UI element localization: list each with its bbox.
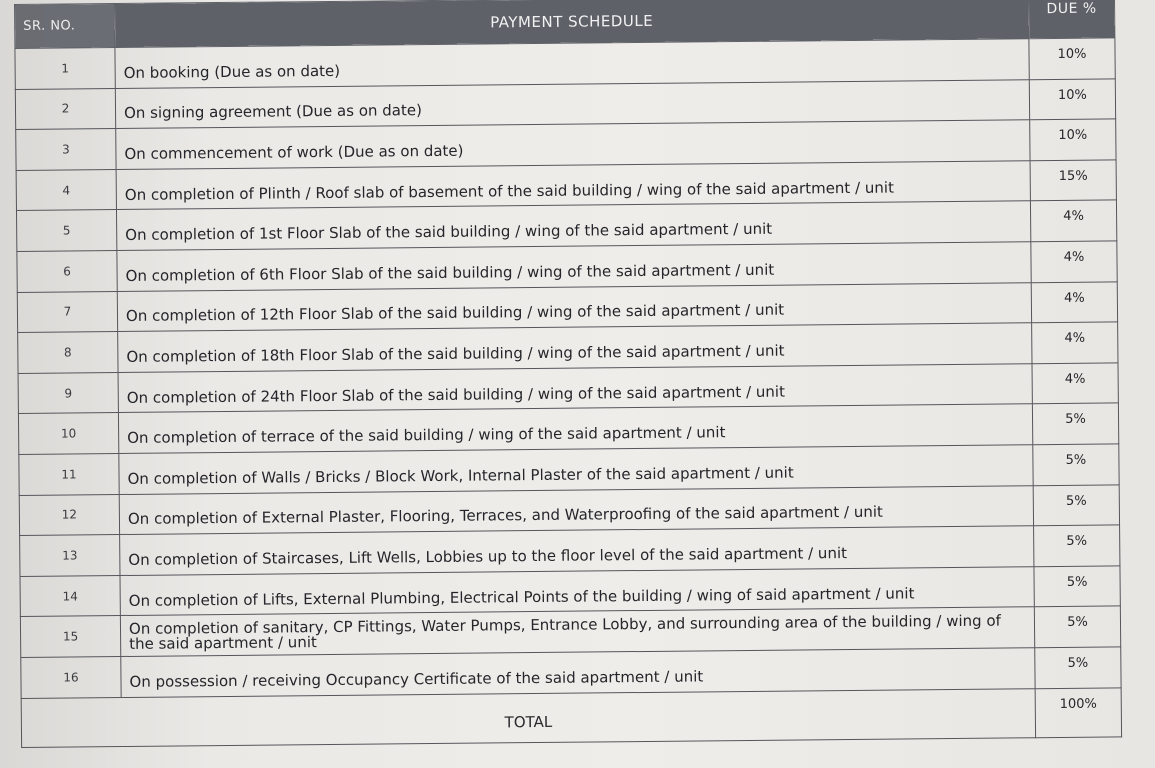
row-due-percent: 10% <box>1030 119 1116 160</box>
row-sr-no: 10 <box>18 413 118 455</box>
row-description: On completion of 12th Floor Slab of the said building / wing of the said apartment / unit <box>117 282 1031 331</box>
total-row <box>21 687 1121 747</box>
row-description: On commencement of work (Due as on date) <box>116 120 1030 169</box>
row-sr-no: 5 <box>16 210 116 252</box>
row-description: On completion of Walls / Bricks / Block Work, Internal Plaster of the said apartment / unit <box>119 445 1033 494</box>
row-due-percent: 10% <box>1029 38 1115 79</box>
row-sr-no: 4 <box>16 169 116 211</box>
row-due-percent: 5% <box>1032 403 1118 444</box>
row-due-percent: 4% <box>1032 322 1118 363</box>
header-payment-schedule: PAYMENT SCHEDULE <box>115 0 1029 48</box>
row-sr-no: 2 <box>15 88 115 130</box>
row-due-percent: 5% <box>1035 647 1121 688</box>
row-description: On completion of Plinth / Roof slab of basement of the said building / wing of the said apartment / unit <box>116 161 1030 210</box>
row-description: On completion of External Plaster, Flooring, Terraces, and Waterproofing of the said apartment / unit <box>119 485 1033 534</box>
row-description: On completion of 18th Floor Slab of the said building / wing of the said apartment / unit <box>118 323 1032 372</box>
row-description: On completion of 24th Floor Slab of the said building / wing of the said apartment / unit <box>118 363 1032 412</box>
row-description: On completion of terrace of the said building / wing of the said apartment / unit <box>118 404 1032 453</box>
header-due-percent: DUE % <box>1028 0 1114 39</box>
row-sr-no: 15 <box>20 616 120 658</box>
payment-schedule-table <box>14 0 1122 747</box>
row-sr-no: 6 <box>17 250 117 292</box>
row-due-percent: 5% <box>1033 484 1119 525</box>
row-due-percent: 5% <box>1034 525 1120 566</box>
row-due-percent: 4% <box>1032 363 1118 404</box>
row-due-percent: 10% <box>1029 79 1115 120</box>
row-sr-no: 9 <box>18 372 118 414</box>
header-sr-no: SR. NO. <box>15 4 115 49</box>
row-due-percent: 15% <box>1030 160 1116 201</box>
row-sr-no: 3 <box>16 129 116 171</box>
row-sr-no: 8 <box>18 332 118 374</box>
row-description: On completion of sanitary, CP Fittings, Water Pumps, Entrance Lobby, and surrounding area of the building / wing of the said apartment / unit <box>120 607 1034 656</box>
row-sr-no: 13 <box>20 535 120 577</box>
row-description: On completion of Lifts, External Plumbing, Electrical Points of the building / wing of said apartment / unit <box>120 566 1034 615</box>
row-description: On signing agreement (Due as on date) <box>115 79 1029 128</box>
row-due-percent: 4% <box>1031 241 1117 282</box>
row-sr-no: 14 <box>20 575 120 617</box>
row-sr-no: 16 <box>21 656 121 698</box>
row-sr-no: 1 <box>15 48 115 90</box>
row-description: On booking (Due as on date) <box>115 39 1029 88</box>
row-description: On possession / receiving Occupancy Certificate of the said apartment / unit <box>121 648 1035 697</box>
row-description: On completion of Staircases, Lift Wells, Lobbies up to the floor level of the said apartment / unit <box>120 526 1034 575</box>
row-sr-no: 7 <box>17 291 117 333</box>
row-due-percent: 4% <box>1031 281 1117 322</box>
row-sr-no: 11 <box>19 453 119 495</box>
total-due-percent: 100% <box>1035 687 1121 737</box>
row-due-percent: 5% <box>1034 606 1120 647</box>
row-description: On completion of 1st Floor Slab of the said building / wing of the said apartment / unit <box>116 201 1030 250</box>
row-due-percent: 5% <box>1033 444 1119 485</box>
payment-schedule-document <box>14 0 1143 747</box>
total-label: TOTAL <box>21 688 1035 747</box>
row-sr-no: 12 <box>19 494 119 536</box>
row-due-percent: 4% <box>1030 200 1116 241</box>
row-description: On completion of 6th Floor Slab of the said building / wing of the said apartment / unit <box>117 242 1031 291</box>
row-due-percent: 5% <box>1034 566 1120 607</box>
